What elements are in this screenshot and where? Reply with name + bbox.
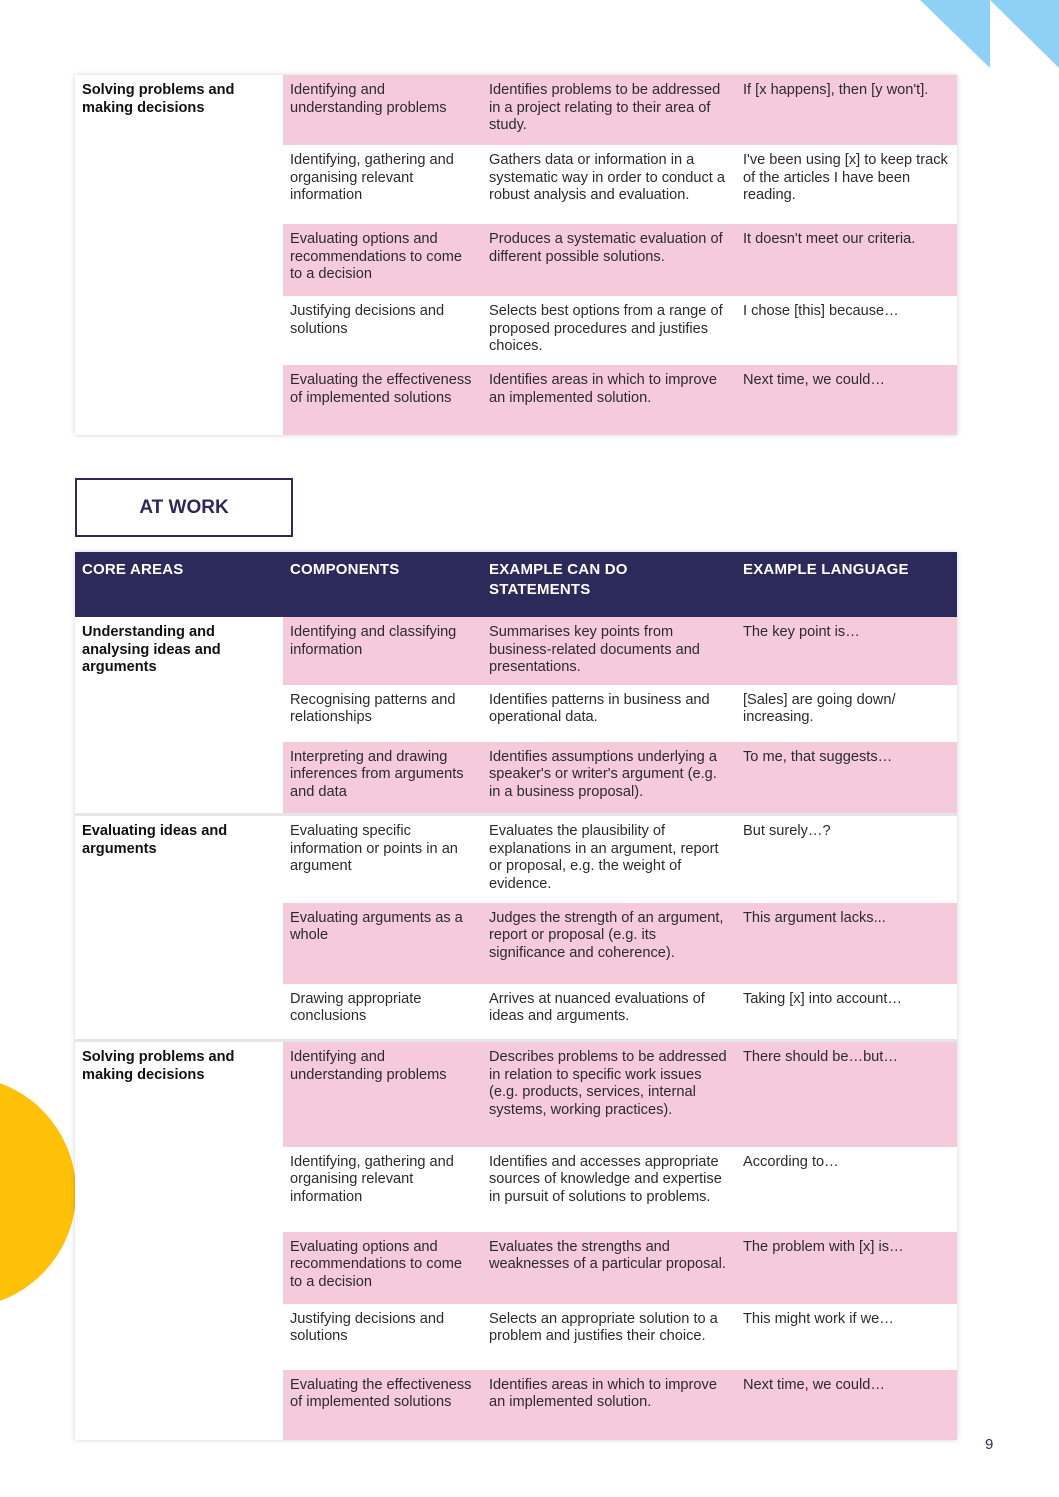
statement-cell: Evaluates the strengths and weaknesses of a particular proposal. [482, 1232, 736, 1304]
statement-cell: Summarises key points from business-related documents and presentations. [482, 617, 736, 685]
core-area-cell [75, 685, 283, 742]
table-row [75, 365, 957, 435]
core-area-cell [75, 742, 283, 815]
statement-cell: Identifies problems to be addressed in a project relating to their area of study. [482, 75, 736, 145]
core-area-cell [75, 903, 283, 984]
language-cell: This argument lacks... [736, 903, 957, 984]
table-header-row [75, 552, 957, 617]
component-cell: Evaluating arguments as a whole [283, 903, 482, 984]
statement-cell: Identifies assumptions underlying a speaker's or writer's argument (e.g. in a business proposal). [482, 742, 736, 815]
table-row [75, 1041, 957, 1147]
table-row [75, 742, 957, 815]
table-row [75, 1232, 957, 1304]
table-row [75, 984, 957, 1041]
language-cell: To me, that suggests… [736, 742, 957, 815]
statement-cell: Identifies and accesses appropriate sources of knowledge and expertise in pursuit of solutions to problems. [482, 1147, 736, 1232]
language-cell: [Sales] are going down/ increasing. [736, 685, 957, 742]
at-work-table [75, 552, 957, 1440]
statement-cell: Identifies patterns in business and operational data. [482, 685, 736, 742]
component-cell: Identifying and classifying information [283, 617, 482, 685]
table-row [75, 1147, 957, 1232]
core-area-cell [75, 1304, 283, 1370]
decorative-yellow-circle [0, 1076, 76, 1308]
component-cell: Identifying, gathering and organising relevant information [283, 1147, 482, 1232]
language-cell: According to… [736, 1147, 957, 1232]
language-cell: The key point is… [736, 617, 957, 685]
table-row [75, 685, 957, 742]
statement-cell: Selects best options from a range of proposed procedures and justifies choices. [482, 296, 736, 365]
component-cell: Evaluating specific information or points in an argument [283, 815, 482, 903]
language-cell: Next time, we could… [736, 1370, 957, 1440]
core-area-cell: Evaluating ideas and arguments [75, 815, 283, 903]
component-cell: Evaluating the effectiveness of implemented solutions [283, 365, 482, 435]
core-area-cell [75, 145, 283, 224]
component-cell: Justifying decisions and solutions [283, 1304, 482, 1370]
core-area-cell [75, 984, 283, 1041]
table-row [75, 296, 957, 365]
core-area-cell: Understanding and analysing ideas and arguments [75, 617, 283, 685]
core-area-cell [75, 1232, 283, 1304]
table-row [75, 815, 957, 903]
component-cell: Identifying and understanding problems [283, 75, 482, 145]
component-cell: Evaluating options and recommendations to come to a decision [283, 1232, 482, 1304]
table-row [75, 1304, 957, 1370]
component-cell: Drawing appropriate conclusions [283, 984, 482, 1041]
component-cell: Identifying and understanding problems [283, 1041, 482, 1147]
component-cell: Evaluating the effectiveness of implemented solutions [283, 1370, 482, 1440]
table-row [75, 1370, 957, 1440]
core-area-cell [75, 224, 283, 296]
statement-cell: Describes problems to be addressed in relation to specific work issues (e.g. products, services, internal systems, working practices). [482, 1041, 736, 1147]
statement-cell: Judges the strength of an argument, report or proposal (e.g. its significance and coherence). [482, 903, 736, 984]
table-row [75, 903, 957, 984]
decorative-triangle-right [990, 0, 1059, 68]
core-area-cell: Solving problems and making decisions [75, 75, 283, 145]
statement-cell: Arrives at nuanced evaluations of ideas and arguments. [482, 984, 736, 1041]
component-cell: Justifying decisions and solutions [283, 296, 482, 365]
study-skills-table-continued [75, 75, 957, 435]
core-area-cell [75, 296, 283, 365]
page-number: 9 [985, 1436, 994, 1453]
section-label-at-work: AT WORK [75, 478, 293, 537]
language-cell: There should be…but… [736, 1041, 957, 1147]
table-row [75, 75, 957, 145]
statement-cell: Identifies areas in which to improve an implemented solution. [482, 1370, 736, 1440]
component-cell: Interpreting and drawing inferences from arguments and data [283, 742, 482, 815]
language-cell: But surely…? [736, 815, 957, 903]
statement-cell: Selects an appropriate solution to a problem and justifies their choice. [482, 1304, 736, 1370]
table-row [75, 224, 957, 296]
core-area-cell [75, 1370, 283, 1440]
core-area-cell [75, 1147, 283, 1232]
language-cell: It doesn't meet our criteria. [736, 224, 957, 296]
statement-cell: Produces a systematic evaluation of different possible solutions. [482, 224, 736, 296]
header-example-statements: EXAMPLE CAN DO STATEMENTS [482, 552, 736, 617]
statement-cell: Evaluates the plausibility of explanations in an argument, report or proposal, e.g. the weight of evidence. [482, 815, 736, 903]
core-area-cell: Solving problems and making decisions [75, 1041, 283, 1147]
language-cell: The problem with [x] is… [736, 1232, 957, 1304]
component-cell: Evaluating options and recommendations to come to a decision [283, 224, 482, 296]
language-cell: Taking [x] into account… [736, 984, 957, 1041]
decorative-triangle-left [920, 0, 990, 68]
header-example-language: EXAMPLE LANGUAGE [736, 552, 957, 617]
component-cell: Recognising patterns and relationships [283, 685, 482, 742]
header-components: COMPONENTS [283, 552, 482, 617]
table-row [75, 145, 957, 224]
language-cell: I chose [this] because… [736, 296, 957, 365]
statement-cell: Gathers data or information in a systematic way in order to conduct a robust analysis and evaluation. [482, 145, 736, 224]
table-row [75, 617, 957, 685]
core-area-cell [75, 365, 283, 435]
statement-cell: Identifies areas in which to improve an implemented solution. [482, 365, 736, 435]
language-cell: I've been using [x] to keep track of the articles I have been reading. [736, 145, 957, 224]
language-cell: Next time, we could… [736, 365, 957, 435]
language-cell: This might work if we… [736, 1304, 957, 1370]
language-cell: If [x happens], then [y won't]. [736, 75, 957, 145]
component-cell: Identifying, gathering and organising relevant information [283, 145, 482, 224]
header-core-areas: CORE AREAS [75, 552, 283, 617]
